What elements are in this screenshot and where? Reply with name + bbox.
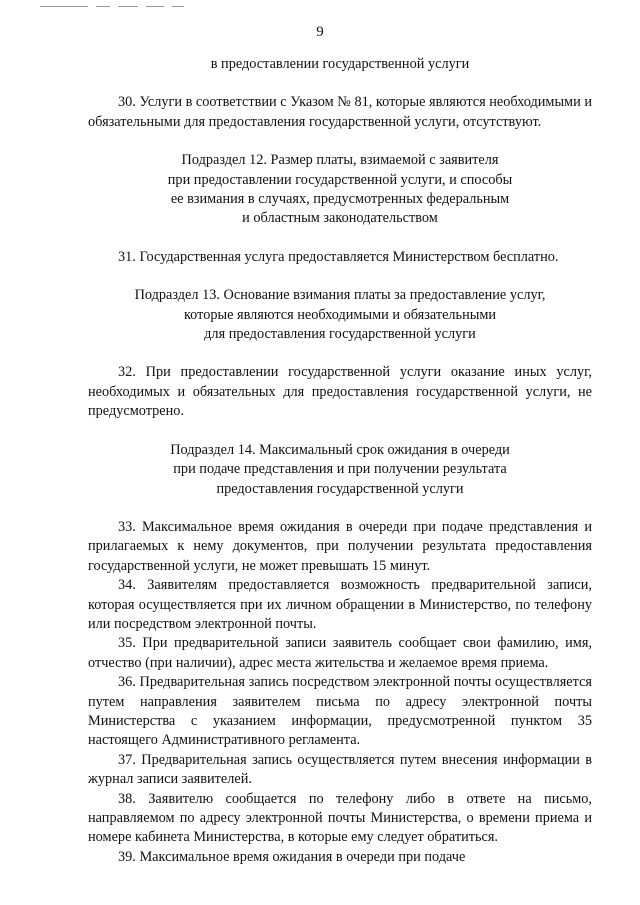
heading-line: Подраздел 12. Размер платы, взимаемой с заявителя (181, 152, 499, 169)
heading-line: при предоставлении государственной услуги, и способы (167, 171, 513, 188)
paragraph-30: 30. Услуги в соответствии с Указом № 81, которые являются необходимыми и обязательными для предоставления государственной услуги, отсутствуют. (88, 94, 592, 130)
heading-line: и областным законодательством (242, 210, 438, 227)
heading-line: Подраздел 14. Максимальный срок ожидания в очереди (170, 441, 510, 458)
paragraph-37: 37. Предварительная запись осуществляется путем внесения информации в журнал записи заявителей. (88, 751, 592, 788)
paragraph-38: 38. Заявителю сообщается по телефону либо в ответе на письмо, направляемом по адресу электронной почты Министерства, о времени приема и номере кабинета Министерства, в которые ему следует обратиться. (88, 790, 592, 846)
heading-line: при подаче представления и при получении результата (173, 461, 507, 478)
header-scan-marks (40, 6, 192, 24)
subsection-14-heading (88, 441, 592, 499)
paragraph-36: 36. Предварительная запись посредством электронной почты осуществляется путем направления заявителем письма по адресу электронной почты Министерства с указанием информации, предусмотренной пунктом 35 настоящего Административного регламента. (88, 674, 592, 749)
paragraph-39: 39. Максимальное время ожидания в очереди при подаче (118, 848, 466, 865)
paragraph-31: 31. Государственная услуга предоставляется Министерством бесплатно. (118, 248, 559, 265)
page-number: 9 (316, 24, 324, 40)
paragraph-33: 33. Максимальное время ожидания в очереди при подаче представления и прилагаемых к нему документов, при получении результата предоставления государственной услуги, не может превышать 15 минут. (88, 518, 592, 574)
subsection-13-heading (88, 286, 592, 344)
heading-line: Подраздел 13. Основание взимания платы за предоставление услуг, (134, 287, 546, 304)
heading-line: ее взимания в случаях, предусмотренных федеральным (170, 191, 510, 208)
heading-line: для предоставления государственной услуги (204, 326, 476, 343)
subsection-12-heading (88, 151, 592, 229)
paragraph-35: 35. При предварительной записи заявитель сообщает свои фамилию, имя, отчество (при наличии), адрес места жительства и желаемое время приема. (88, 635, 592, 671)
continued-heading-line: в предоставлении государственной услуги (210, 56, 470, 72)
paragraph-32: 32. При предоставлении государственной услуги оказание иных услуг, необходимых и обязательных для предоставления государственной услуги, не предусмотрено. (88, 364, 592, 420)
heading-line: которые являются необходимыми и обязательными (183, 306, 497, 323)
document-body (88, 55, 592, 867)
heading-line: предоставления государственной услуги (216, 480, 464, 497)
paragraph-34: 34. Заявителям предоставляется возможность предварительной записи, которая осуществляется при их личном обращении в Министерство, по телефону или посредством электронной почты. (88, 577, 592, 632)
